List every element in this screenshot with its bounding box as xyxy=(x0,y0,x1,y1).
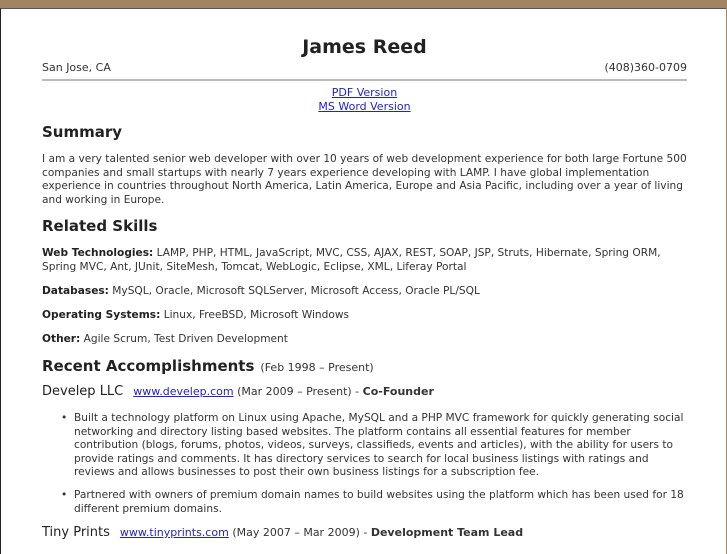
download-links xyxy=(42,86,687,114)
phone: (408)360-0709 xyxy=(604,61,687,74)
company-link[interactable]: www.tinyprints.com xyxy=(119,526,229,539)
skill-label: Web Technologies: xyxy=(42,247,154,259)
accomplishments-heading xyxy=(42,357,374,375)
list-item: • Built a technology platform on Linux using Apache, MySQL and a PHP MVC framework for quickly generating social networking and directory listing based websites. The platform contains all essential features for member contribution (blogs, forums, photos, videos, surveys, classifieds, events and articles), with the ability for users to provide ratings and comments. It has directory services to search for local business listings with ratings and reviews and allows businesses to post their own business listings for a subscription fee. xyxy=(74,412,692,480)
skill-label: Databases: xyxy=(42,285,109,297)
skill-web xyxy=(42,247,690,274)
develep-bullets xyxy=(74,412,692,526)
list-item: • Partnered with owners of premium domain names to build websites using the platform which has been used for 18 different premium domains. xyxy=(74,489,692,516)
skill-value: Agile Scrum, Test Driven Development xyxy=(83,333,288,345)
page-title: James Reed xyxy=(302,36,427,58)
skill-value: Linux, FreeBSD, Microsoft Windows xyxy=(163,309,350,321)
company-dates: (May 2007 – Mar 2009) - xyxy=(232,526,368,539)
divider xyxy=(42,79,687,81)
company-role: Development Team Lead xyxy=(370,526,524,539)
company-dates: (Mar 2009 – Present) - xyxy=(237,385,360,398)
company-link[interactable]: www.develep.com xyxy=(133,385,234,398)
company-role: Co-Founder xyxy=(362,385,434,398)
skill-databases xyxy=(42,285,690,299)
summary-text: I am a very talented senior web developer with over 10 years of web development experience for both large Fortune 500 companies and small startups with nearly 7 years experience developing with LAMP. I have global implementation experience in countries throughout North America, Latin America, Europe and Asia Pacific, including over a year of living and working in Europe. xyxy=(42,153,687,206)
skill-other xyxy=(42,333,690,347)
skills-heading: Related Skills xyxy=(42,217,158,235)
skill-label: Operating Systems: xyxy=(42,309,161,321)
pdf-version-link[interactable]: PDF Version xyxy=(331,86,398,99)
skill-label: Other: xyxy=(42,333,81,345)
accomplishments-span: (Feb 1998 – Present) xyxy=(260,361,374,374)
skill-value: MySQL, Oracle, Microsoft SQLServer, Microsoft Access, Oracle PL/SQL xyxy=(112,285,480,297)
company-develep xyxy=(42,384,434,399)
location: San Jose, CA xyxy=(42,61,111,74)
heading-text: Recent Accomplishments xyxy=(42,357,255,375)
skill-os xyxy=(42,309,690,323)
company-tinyprints xyxy=(42,525,523,540)
company-name: Develep LLC xyxy=(42,384,124,399)
company-name: Tiny Prints xyxy=(42,525,110,540)
skill-value: LAMP, PHP, HTML, JavaScript, MVC, CSS, AJAX, REST, SOAP, JSP, Struts, Hibernate, Spring ORM, Spring MVC, Ant, JUnit, SiteMesh, Tomcat, WebLogic, Eclipse, XML, Liferay Portal xyxy=(42,247,661,273)
word-version-link[interactable]: MS Word Version xyxy=(318,100,411,113)
summary-heading: Summary xyxy=(42,123,123,141)
resume-page xyxy=(0,8,726,554)
